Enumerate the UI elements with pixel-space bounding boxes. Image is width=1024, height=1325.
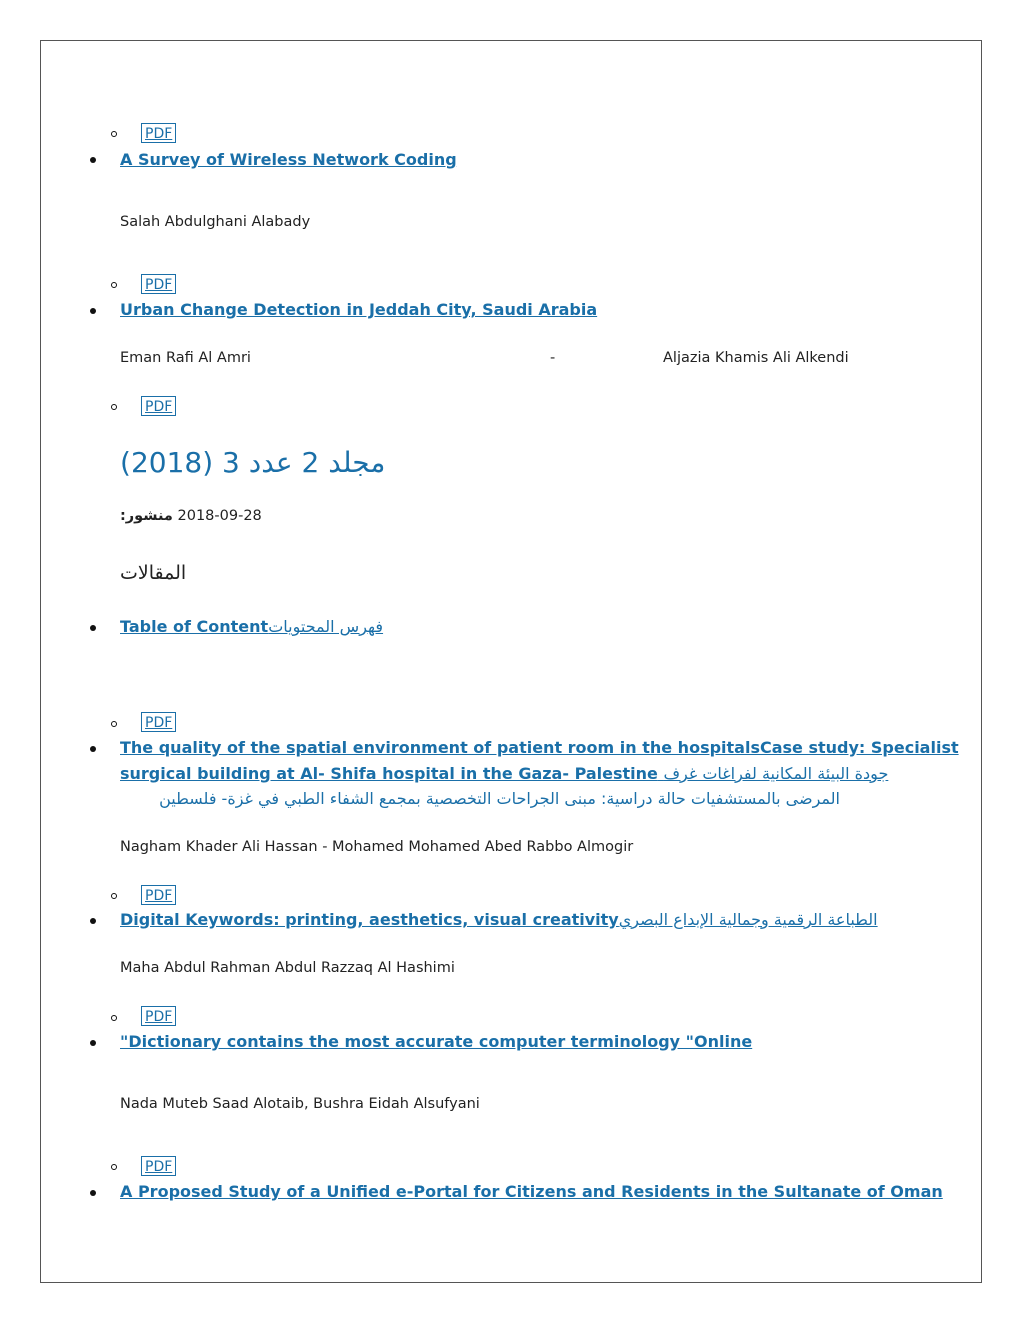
issue-heading: مجلد 2 عدد 3 (2018) xyxy=(120,446,386,479)
article-title-ar-line3[interactable]: المرضى بالمستشفيات حالة دراسية: مبنى الجراحات التخصصية بمجمع الشفاء الطبي في غزة- فلسطين xyxy=(159,789,840,808)
article-title-en: Digital Keywords: printing, aesthetics, visual creativity xyxy=(120,910,619,929)
article-title-en-line2: surgical building at Al- Shifa hospital in the Gaza- Palestine xyxy=(120,764,658,783)
sub-bullet xyxy=(111,721,117,727)
bullet xyxy=(90,157,96,163)
bullet xyxy=(90,1040,96,1046)
bullet xyxy=(90,918,96,924)
author-separator: - xyxy=(550,350,556,366)
pdf-link[interactable]: PDF xyxy=(141,1156,176,1176)
article-title-ar: الطباعة الرقمية وجمالية الإبداع البصري xyxy=(618,910,878,929)
bullet xyxy=(90,625,96,631)
pdf-link[interactable]: PDF xyxy=(141,274,176,294)
bullet xyxy=(90,308,96,314)
published-label: منشور: xyxy=(120,508,173,524)
bullet xyxy=(90,1190,96,1196)
sub-bullet xyxy=(111,893,117,899)
article-title-link[interactable]: Urban Change Detection in Jeddah City, Saudi Arabia xyxy=(120,300,598,319)
section-title: المقالات xyxy=(120,562,187,584)
sub-bullet xyxy=(111,1015,117,1021)
article-authors: Nada Muteb Saad Alotaib, Bushra Eidah Alsufyani xyxy=(120,1096,480,1112)
pdf-link[interactable]: PDF xyxy=(141,885,176,905)
sub-bullet xyxy=(111,1164,117,1170)
article-authors: Salah Abdulghani Alabady xyxy=(120,214,311,230)
toc-title-link[interactable] xyxy=(120,617,383,636)
pdf-link[interactable]: PDF xyxy=(141,1006,176,1026)
article-author-left: Eman Rafi Al Amri xyxy=(120,350,251,366)
pdf-link[interactable]: PDF xyxy=(141,396,176,416)
toc-title-ar: فهرس المحتويات xyxy=(268,617,384,636)
article-title-link[interactable] xyxy=(120,910,878,929)
toc-title-en: Table of Content xyxy=(120,617,269,636)
article-author-right: Aljazia Khamis Ali Alkendi xyxy=(663,350,849,366)
pdf-link[interactable]: PDF xyxy=(141,712,176,732)
article-title-link[interactable]: A Survey of Wireless Network Coding xyxy=(120,150,457,169)
bullet xyxy=(90,746,96,752)
pdf-link[interactable]: PDF xyxy=(141,123,176,143)
article-title-link-line2[interactable] xyxy=(120,764,888,783)
article-authors: Maha Abdul Rahman Abdul Razzaq Al Hashimi xyxy=(120,960,455,976)
sub-bullet xyxy=(111,404,117,410)
published-date: 2018-09-28 xyxy=(177,508,262,524)
article-authors: Nagham Khader Ali Hassan - Mohamed Mohamed Abed Rabbo Almogir xyxy=(120,839,634,855)
article-title-link[interactable]: "Dictionary contains the most accurate computer terminology "Online xyxy=(120,1032,753,1051)
sub-bullet xyxy=(111,131,117,137)
sub-bullet xyxy=(111,282,117,288)
article-title-link[interactable]: The quality of the spatial environment of patient room in the hospitalsCase study: Specialist xyxy=(120,738,959,757)
article-title-ar-line2: جودة البيئة المكانية لفراغات غرف xyxy=(663,764,889,783)
article-title-link[interactable]: A Proposed Study of a Unified e-Portal for Citizens and Residents in the Sultanate of Oman xyxy=(120,1182,943,1201)
published-line xyxy=(120,508,262,524)
